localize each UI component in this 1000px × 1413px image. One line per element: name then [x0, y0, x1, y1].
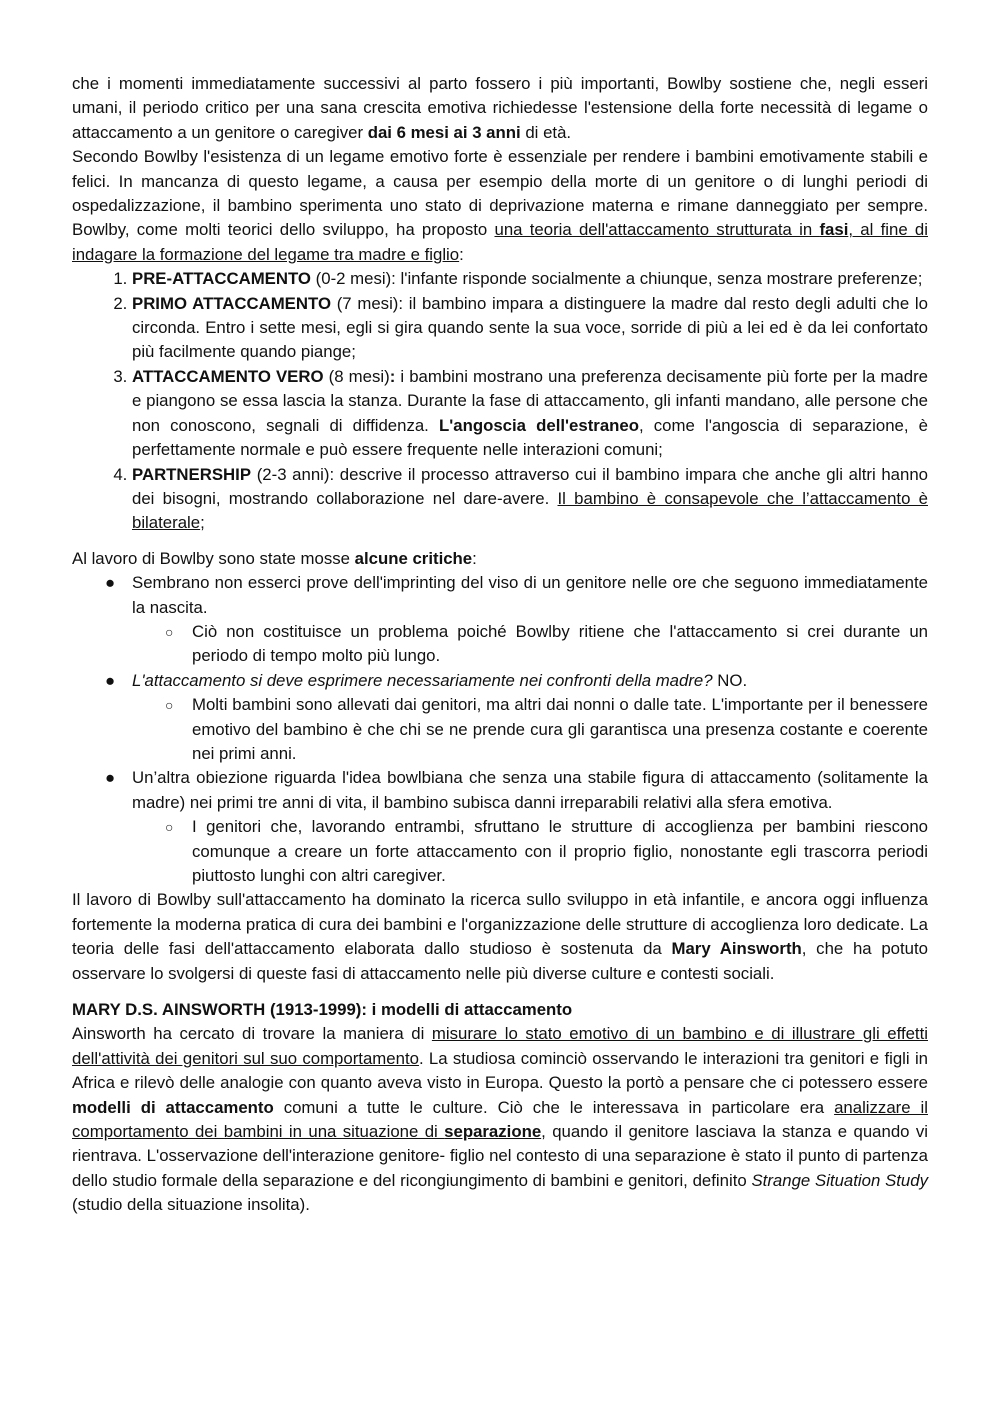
- circle-bullet-icon: ○: [165, 697, 174, 714]
- underline-bilateral: Il bambino è consapevole che l’attaccamento è bilaterale: [132, 488, 928, 533]
- list-item-phase: 1. PRE-ATTACCAMENTO (0-2 mesi): l'infante risponde socialmente a chiunque, senza mostrare preferenze;: [132, 267, 928, 291]
- list-item-critique: ● Sembrano non esserci prove dell'imprinting del viso di un genitore nelle ore che seguono immediatamente la nascita. ○ Ciò non costituisce un problema poiché Bowlby ritiene che l'attaccamento si crei durante un periodo di tempo molto più lungo.: [132, 571, 928, 669]
- bold-age-range: dai 6 mesi ai 3 anni: [367, 122, 521, 142]
- phases-list: [72, 267, 928, 535]
- phase-title: ATTACCAMENTO VERO: [132, 366, 324, 386]
- list-item-critique: ● Un’altra obiezione riguarda l'idea bowlbiana che senza una stabile figura di attaccamento (solitamente la madre) nei primi tre anni di vita, il bambino subisca danni irreparabili relativi alla sfera emotiva. ○ I genitori che, lavorando entrambi, sfruttano le strutture di accoglienza per bambini riescono comunque a creare un forte attaccamento con il proprio figlio, nonostante egli trascorra periodi piuttosto lunghi con altri caregiver.: [132, 766, 928, 888]
- circle-bullet-icon: ○: [165, 623, 174, 640]
- underline-theory-phases: una teoria dell'attaccamento strutturata in fasi, al fine di indagare la formazione del legame tra madre e figlio: [72, 220, 928, 264]
- phase-title: PRE-ATTACCAMENTO: [132, 269, 311, 289]
- list-item-phase: 3. ATTACCAMENTO VERO (8 mesi): i bambini mostrano una preferenza decisamente più forte per la madre e piangono se essa lascia la stanza. Durante la fase di attaccamento, gli infanti mandano, alle persone che non conoscono, segnali di diffidenza. L'angoscia dell'estraneo, come l'angoscia di separazione, è perfettamente normale e può essere frequente nelle interazioni comuni;: [132, 365, 928, 463]
- italic-strange-situation: Strange Situation Study: [751, 1170, 928, 1190]
- bullet-icon: ●: [105, 670, 116, 690]
- paragraph-ainsworth: Ainsworth ha cercato di trovare la maniera di misurare lo stato emotivo di un bambino e di illustrare gli effetti dell'attività dei genitori sul suo comportamento. La studiosa cominciò osservando le interazioni tra genitori e figli in Africa e rilevò delle analogie con quanto aveva visto in Europa. Questo la portò a pensare che ci potessero essere modelli di attaccamento comuni a tutte le culture. Ciò che le interessava in particolare era analizzare il comportamento dei bambini in una situazione di separazione, quando il genitore lasciava la stanza e quando vi rientrava. L'osservazione dell'interazione genitore- figlio nel contesto di una separazione è stato il punto di partenza dello studio formale della separazione e del ricongiungimento di bambini e genitori, definito Strange Situation Study (studio della situazione insolita).: [72, 1024, 929, 1215]
- circle-bullet-icon: ○: [165, 819, 174, 836]
- bullet-icon: ●: [105, 573, 116, 593]
- paragraph-bowlby-theory: Secondo Bowlby l'esistenza di un legame emotivo forte è essenziale per rendere i bambini emotivamente stabili e felici. In mancanza di questo legame, a causa per esempio della morte di un genitore o di lunghi periodi di ospedalizzazione, il bambino sperimenta uno stato di deprivazione materna e rimane danneggiato per sempre. Bowlby, come molti teorici dello sviluppo, ha proposto una teoria dell'attaccamento strutturata in fasi, al fine di indagare la formazione del legame tra madre e figlio:: [72, 147, 928, 264]
- phase-title: PARTNERSHIP: [132, 464, 252, 484]
- critiques-list: [72, 571, 928, 888]
- bold-mary-ainsworth: Mary Ainsworth: [671, 939, 802, 959]
- paragraph-bowlby-critical-period: che i momenti immediatamente successivi al parto fossero i più importanti, Bowlby sostiene che, negli esseri umani, il periodo critico per una sana crescita emotiva richiedesse l'estensione della forte necessità di legame o attaccamento a un genitore o caregiver dai 6 mesi ai 3 anni di età.: [72, 74, 928, 142]
- section-heading-ainsworth: MARY D.S. AINSWORTH (1913-1999): i modelli di attaccamento: [72, 1000, 573, 1020]
- paragraph-bowlby-influence: Il lavoro di Bowlby sull'attaccamento ha dominato la ricerca sullo sviluppo in età infantile, e ancora oggi influenza fortemente la moderna pratica di cura dei bambini e l'organizzazione delle strutture di accoglienza loro dedicate. La teoria delle fasi dell'attaccamento elaborata dallo studioso è sostenuta da Mary Ainsworth, che ha potuto osservare lo svolgersi di queste fasi di attaccamento nelle più diverse culture e contesti sociali.: [72, 890, 928, 983]
- paragraph-critiques-intro: Al lavoro di Bowlby sono state mosse alcune critiche:: [72, 548, 477, 568]
- list-item-phase: 4. PARTNERSHIP (2-3 anni): descrive il processo attraverso cui il bambino impara che anche gli altri hanno dei bisogni, mostrando collaborazione nel dare-avere. Il bambino è consapevole che l’attaccamento è bilaterale;: [132, 463, 928, 536]
- list-item-response: ○ Molti bambini sono allevati dai genitori, ma altri dai nonni o dalle tate. L'importante per il benessere emotivo del bambino è che chi se ne prende cura gli garantisca una presenza costante e coerente nei primi anni.: [165, 695, 928, 763]
- list-item-phase: 2. PRIMO ATTACCAMENTO (7 mesi): il bambino impara a distinguere la madre dal resto degli adulti che lo circonda. Entro i sette mesi, egli si gira quando sente la sua voce, sorride di più a lei ed è da lei confortato più facilmente quando piange;: [132, 292, 928, 365]
- phase-title: PRIMO ATTACCAMENTO: [132, 293, 331, 313]
- bullet-icon: ●: [105, 768, 116, 788]
- list-item-response: ○ Ciò non costituisce un problema poiché Bowlby ritiene che l'attaccamento si crei durante un periodo di tempo molto più lungo.: [165, 621, 928, 666]
- bold-stranger-anxiety: L'angoscia dell'estraneo: [439, 415, 639, 435]
- list-item-response: ○ I genitori che, lavorando entrambi, sfruttano le strutture di accoglienza per bambini riescono comunque a creare un forte attaccamento con il proprio figlio, nonostante egli trascorra periodi piuttosto lunghi con altri caregiver.: [165, 817, 928, 885]
- list-item-critique: ● L'attaccamento si deve esprimere necessariamente nei confronti della madre? NO. ○ Molti bambini sono allevati dai genitori, ma altri dai nonni o dalle tate. L'importante per il benessere emotivo del bambino è che chi se ne prende cura gli garantisca una presenza costante e coerente nei primi anni.: [132, 669, 928, 767]
